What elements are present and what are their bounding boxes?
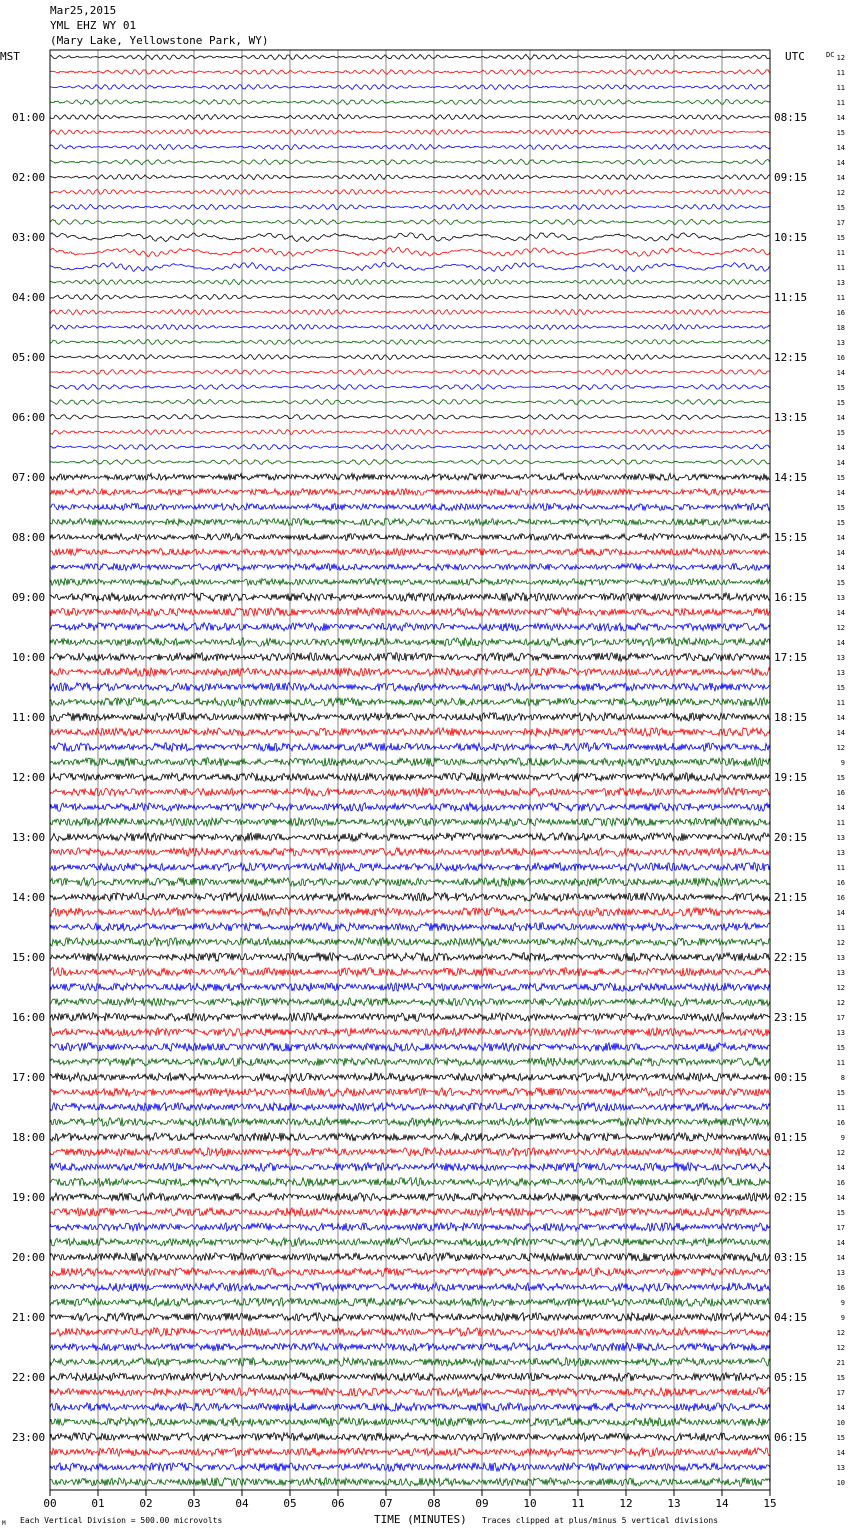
- right-hour-label: 22:15: [774, 951, 808, 964]
- trace-row: [50, 803, 770, 812]
- left-hour-label: 05:00: [12, 351, 46, 364]
- left-hour-label: 07:00: [12, 471, 46, 484]
- dc-value-label: 9: [840, 759, 845, 767]
- right-hour-label: 02:15: [774, 1191, 808, 1204]
- trace-row: [50, 99, 770, 104]
- dc-value-label: 15: [836, 1044, 845, 1052]
- trace-row: [50, 84, 770, 89]
- left-hour-label: 19:00: [12, 1191, 46, 1204]
- dc-value-label: 16: [836, 309, 845, 317]
- left-timezone-label: MST: [0, 50, 20, 63]
- footer-clip-note: Traces clipped at plus/minus 5 vertical divisions: [482, 1516, 719, 1525]
- dc-value-label: 9: [840, 1299, 845, 1307]
- trace-row: [50, 219, 770, 224]
- dc-value-label: 15: [836, 384, 845, 392]
- trace-row: [50, 848, 770, 857]
- left-hour-label: 08:00: [12, 531, 46, 544]
- dc-value-label: 13: [836, 279, 845, 287]
- dc-value-label: 11: [836, 294, 845, 302]
- dc-value-label: 12: [836, 1149, 845, 1157]
- dc-value-label: 14: [836, 489, 845, 497]
- trace-row: [50, 1193, 770, 1201]
- trace-row: [50, 1058, 770, 1067]
- trace-row: [50, 1403, 770, 1412]
- dc-value-label: 11: [836, 699, 845, 707]
- dc-value-label: 14: [836, 804, 845, 812]
- trace-row: [50, 1208, 770, 1217]
- dc-value-label: 13: [836, 1269, 845, 1277]
- dc-value-label: 13: [836, 669, 845, 677]
- right-hour-label: 12:15: [774, 351, 808, 364]
- header-location: (Mary Lake, Yellowstone Park, WY): [50, 34, 269, 47]
- dc-value-label: 18: [836, 324, 845, 332]
- seismic-traces: [50, 54, 770, 1486]
- trace-row: [50, 1223, 770, 1232]
- trace-row: [50, 743, 770, 752]
- dc-value-label: 15: [836, 774, 845, 782]
- dc-value-label: 17: [836, 1224, 845, 1232]
- dc-value-label: 14: [836, 909, 845, 917]
- trace-row: [50, 415, 770, 420]
- trace-row: [50, 608, 770, 616]
- dc-value-label: 14: [836, 549, 845, 557]
- dc-value-label: 16: [836, 894, 845, 902]
- x-tick-label: 07: [379, 1497, 393, 1510]
- trace-row: [50, 429, 770, 434]
- trace-row: [50, 1433, 770, 1442]
- x-tick-label: 01: [91, 1497, 105, 1510]
- left-hour-label: 13:00: [12, 831, 46, 844]
- dc-value-label: 12: [836, 744, 845, 752]
- right-timezone-label: UTC: [785, 50, 805, 63]
- trace-row: [50, 354, 770, 359]
- left-hour-label: 16:00: [12, 1011, 46, 1024]
- trace-row: [50, 129, 770, 134]
- dc-value-label: 15: [836, 1089, 845, 1097]
- trace-row: [50, 788, 770, 797]
- right-hour-label: 06:15: [774, 1431, 808, 1444]
- dc-value-label: 15: [836, 1374, 845, 1382]
- dc-value-label: 14: [836, 444, 845, 452]
- dc-value-label: 14: [836, 609, 845, 617]
- trace-row: [50, 713, 770, 722]
- right-hour-label: 00:15: [774, 1071, 808, 1084]
- right-hour-label: 17:15: [774, 651, 808, 664]
- dc-value-label: 17: [836, 219, 845, 227]
- trace-row: [50, 262, 770, 271]
- x-tick-label: 06: [331, 1497, 345, 1510]
- trace-row: [50, 144, 770, 149]
- trace-row: [50, 1478, 770, 1486]
- dc-value-label: 13: [836, 594, 845, 602]
- dc-value-label: 14: [836, 1449, 845, 1457]
- trace-row: [50, 1148, 770, 1157]
- trace-row: [50, 1013, 770, 1022]
- trace-row: [50, 519, 770, 526]
- dc-value-label: 14: [836, 459, 845, 467]
- trace-row: [50, 340, 770, 345]
- trace-row: [50, 1463, 770, 1472]
- trace-row: [50, 534, 770, 541]
- trace-row: [50, 1118, 770, 1127]
- dc-value-label: 17: [836, 1014, 845, 1022]
- dc-value-label: 14: [836, 1239, 845, 1247]
- dc-value-label: 14: [836, 714, 845, 722]
- trace-row: [50, 698, 770, 707]
- trace-row: [50, 818, 770, 826]
- trace-row: [50, 1418, 770, 1427]
- x-tick-label: 15: [763, 1497, 777, 1510]
- trace-row: [50, 247, 770, 256]
- trace-row: [50, 1388, 770, 1397]
- right-hour-label: 23:15: [774, 1011, 808, 1024]
- dc-value-label: 14: [836, 144, 845, 152]
- trace-row: [50, 773, 770, 781]
- trace-row: [50, 70, 770, 75]
- dc-value-label: 14: [836, 1254, 845, 1262]
- dc-value-label: 14: [836, 1194, 845, 1202]
- dc-value-label: 11: [836, 924, 845, 932]
- dc-value-label: 11: [836, 264, 845, 272]
- left-hour-label: 23:00: [12, 1431, 46, 1444]
- x-tick-label: 12: [619, 1497, 633, 1510]
- dc-value-label: 11: [836, 84, 845, 92]
- dc-value-label: 12: [836, 189, 845, 197]
- x-tick-label: 02: [139, 1497, 153, 1510]
- x-tick-label: 09: [475, 1497, 489, 1510]
- left-hour-label: 03:00: [12, 231, 46, 244]
- dc-value-label: 12: [836, 999, 845, 1007]
- trace-row: [50, 1073, 770, 1082]
- dc-value-label: 14: [836, 729, 845, 737]
- trace-row: [50, 1448, 770, 1457]
- right-hour-label: 13:15: [774, 411, 808, 424]
- trace-row: [50, 1373, 770, 1381]
- dc-value-label: 10: [836, 1479, 845, 1487]
- right-hour-label: 01:15: [774, 1131, 808, 1144]
- right-hour-label: 05:15: [774, 1371, 808, 1384]
- trace-row: [50, 1298, 770, 1307]
- trace-row: [50, 1358, 770, 1366]
- right-hour-label: 15:15: [774, 531, 808, 544]
- trace-row: [50, 968, 770, 977]
- dc-value-label: 15: [836, 579, 845, 587]
- dc-value-label: 14: [836, 639, 845, 647]
- dc-value-label: 13: [836, 849, 845, 857]
- dc-value-label: 15: [836, 429, 845, 437]
- x-axis-title: TIME (MINUTES): [374, 1513, 467, 1526]
- trace-row: [50, 54, 770, 59]
- trace-row: [50, 399, 770, 404]
- trace-row: [50, 758, 770, 767]
- x-tick-label: 10: [523, 1497, 537, 1510]
- dc-value-label: 16: [836, 879, 845, 887]
- dc-value-label: 15: [836, 129, 845, 137]
- trace-row: [50, 998, 770, 1006]
- left-hour-label: 21:00: [12, 1311, 46, 1324]
- dc-value-label: 13: [836, 1464, 845, 1472]
- dc-value-label: 13: [836, 339, 845, 347]
- trace-row: [50, 1163, 770, 1172]
- x-tick-label: 14: [715, 1497, 729, 1510]
- dc-value-label: 11: [836, 1104, 845, 1112]
- dc-value-label: 12: [836, 1344, 845, 1352]
- trace-row: [50, 953, 770, 962]
- right-hour-label: 19:15: [774, 771, 808, 784]
- left-hour-label: 02:00: [12, 171, 46, 184]
- trace-row: [50, 384, 770, 389]
- dc-value-label: 15: [836, 684, 845, 692]
- trace-row: [50, 863, 770, 872]
- trace-row: [50, 1343, 770, 1352]
- header-station: YML EHZ WY 01: [50, 19, 137, 32]
- left-hour-label: 01:00: [12, 111, 46, 124]
- trace-row: [50, 473, 770, 480]
- right-hour-label: 10:15: [774, 231, 808, 244]
- x-tick-label: 04: [235, 1497, 249, 1510]
- left-hour-label: 12:00: [12, 771, 46, 784]
- trace-row: [50, 1283, 770, 1292]
- trace-row: [50, 369, 770, 374]
- trace-row: [50, 878, 770, 887]
- dc-value-label: 15: [836, 474, 845, 482]
- trace-row: [50, 938, 770, 947]
- dc-value-label: 11: [836, 99, 845, 107]
- trace-row: [50, 923, 770, 932]
- right-hour-label: 14:15: [774, 471, 808, 484]
- dc-value-label: 9: [840, 1134, 845, 1142]
- trace-row: [50, 1238, 770, 1247]
- dc-value-label: 11: [836, 69, 845, 77]
- dc-value-label: 13: [836, 954, 845, 962]
- x-tick-label: 11: [571, 1497, 585, 1510]
- trace-row: [50, 1133, 770, 1142]
- dc-value-label: 14: [836, 369, 845, 377]
- right-hour-label: 21:15: [774, 891, 808, 904]
- dc-value-label: 14: [836, 174, 845, 182]
- dc-value-label: 8: [840, 1074, 845, 1082]
- right-hour-label: 18:15: [774, 711, 808, 724]
- trace-row: [50, 593, 770, 602]
- right-hour-label: 03:15: [774, 1251, 808, 1264]
- right-hour-label: 16:15: [774, 591, 808, 604]
- dc-value-label: 15: [836, 504, 845, 512]
- dc-value-label: 14: [836, 534, 845, 542]
- trace-row: [50, 1268, 770, 1276]
- trace-row: [50, 1253, 770, 1262]
- trace-row: [50, 1328, 770, 1337]
- dc-value-label: 14: [836, 1164, 845, 1172]
- x-axis-ticks: [43, 1490, 776, 1510]
- dc-value-label: 11: [836, 864, 845, 872]
- trace-row: [50, 444, 770, 449]
- dc-value-label: 14: [836, 414, 845, 422]
- dc-value-label: 13: [836, 834, 845, 842]
- trace-row: [50, 668, 770, 677]
- trace-row: [50, 728, 770, 736]
- left-hour-label: 18:00: [12, 1131, 46, 1144]
- dc-value-label: 14: [836, 159, 845, 167]
- trace-row: [50, 893, 770, 901]
- right-hour-label: 08:15: [774, 111, 808, 124]
- dc-value-label: 15: [836, 399, 845, 407]
- footer-scale-note: Each Vertical Division = 500.00 microvolts: [20, 1516, 223, 1525]
- trace-row: [50, 324, 770, 330]
- trace-row: [50, 504, 770, 511]
- left-hour-label: 11:00: [12, 711, 46, 724]
- dc-value-label: 16: [836, 789, 845, 797]
- dc-value-label: 15: [836, 1209, 845, 1217]
- trace-row: [50, 1178, 770, 1187]
- left-hour-label: 06:00: [12, 411, 46, 424]
- dc-value-label: 14: [836, 1404, 845, 1412]
- header-date: Mar25,2015: [50, 4, 117, 17]
- trace-row: [50, 1103, 770, 1112]
- trace-row: [50, 159, 770, 165]
- trace-row: [50, 174, 770, 179]
- trace-row: [50, 1028, 770, 1037]
- trace-row: [50, 564, 770, 571]
- dc-value-label: 13: [836, 969, 845, 977]
- dc-value-label: 16: [836, 1119, 845, 1127]
- trace-row: [50, 294, 770, 299]
- dc-value-label: 17: [836, 1389, 845, 1397]
- corner-mark: M: [2, 1520, 6, 1527]
- trace-row: [50, 279, 770, 284]
- trace-row: [50, 233, 770, 242]
- x-tick-label: 03: [187, 1497, 201, 1510]
- trace-row: [50, 653, 770, 662]
- trace-row: [50, 623, 770, 631]
- dc-value-label: 14: [836, 114, 845, 122]
- dc-value-label: 15: [836, 204, 845, 212]
- dc-value-label: 10: [836, 1419, 845, 1427]
- x-tick-label: 13: [667, 1497, 681, 1510]
- trace-row: [50, 1088, 770, 1097]
- dc-value-label: 15: [836, 234, 845, 242]
- dc-value-label: 12: [836, 1329, 845, 1337]
- dc-value-label: 12: [836, 624, 845, 632]
- trace-row: [50, 578, 770, 585]
- trace-row: [50, 309, 770, 314]
- right-hour-label: 20:15: [774, 831, 808, 844]
- trace-row: [50, 833, 770, 842]
- right-hour-label: 04:15: [774, 1311, 808, 1324]
- dc-value-label: 12: [836, 984, 845, 992]
- dc-value-label: 12: [836, 939, 845, 947]
- dc-header-label: DC: [826, 51, 835, 59]
- left-hour-label: 15:00: [12, 951, 46, 964]
- left-hour-label: 09:00: [12, 591, 46, 604]
- dc-value-label: 16: [836, 1179, 845, 1187]
- left-hour-label: 20:00: [12, 1251, 46, 1264]
- dc-value-label: 16: [836, 1284, 845, 1292]
- trace-row: [50, 549, 770, 556]
- dc-value-label: 21: [836, 1359, 845, 1367]
- left-hour-label: 17:00: [12, 1071, 46, 1084]
- trace-row: [50, 459, 770, 464]
- dc-value-label: 13: [836, 1029, 845, 1037]
- trace-row: [50, 908, 770, 917]
- dc-value-label: 11: [836, 249, 845, 257]
- trace-row: [50, 204, 770, 209]
- dc-value-label: 15: [836, 1434, 845, 1442]
- dc-value-label: 11: [836, 819, 845, 827]
- trace-row: [50, 638, 770, 647]
- trace-row: [50, 683, 770, 692]
- trace-row: [50, 488, 770, 495]
- dc-value-label: 15: [836, 519, 845, 527]
- trace-row: [50, 114, 770, 119]
- x-tick-label: 05: [283, 1497, 297, 1510]
- x-tick-label: 00: [43, 1497, 57, 1510]
- left-hour-label: 14:00: [12, 891, 46, 904]
- trace-row: [50, 1043, 770, 1052]
- trace-row: [50, 1313, 770, 1322]
- x-tick-label: 08: [427, 1497, 441, 1510]
- dc-value-label: 16: [836, 354, 845, 362]
- dc-value-label: 14: [836, 564, 845, 572]
- right-hour-label: 11:15: [774, 291, 808, 304]
- time-gridlines: [98, 50, 722, 1490]
- dc-value-label: 12: [836, 54, 845, 62]
- dc-value-label: 11: [836, 1059, 845, 1067]
- dc-value-label: 13: [836, 654, 845, 662]
- left-hour-label: 10:00: [12, 651, 46, 664]
- left-hour-label: 22:00: [12, 1371, 46, 1384]
- trace-row: [50, 189, 770, 194]
- left-hour-label: 04:00: [12, 291, 46, 304]
- right-hour-label: 09:15: [774, 171, 808, 184]
- trace-row: [50, 983, 770, 991]
- dc-value-label: 9: [840, 1314, 845, 1322]
